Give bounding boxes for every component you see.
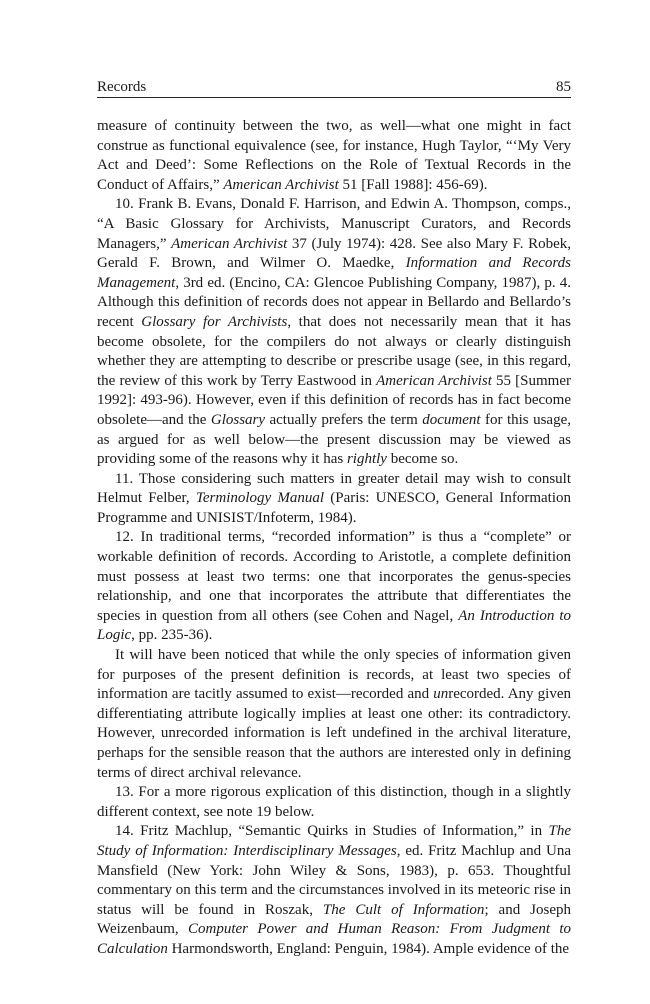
paragraph-text: actually prefers the term — [265, 411, 423, 428]
paragraph-text: Harmondsworth, England: Penguin, 1984). Ample evidence of the — [167, 940, 570, 957]
paragraph-text: ; and Joseph Weizenbaum, — [97, 901, 571, 938]
paragraph-text: , that does not necessarily mean that it has become obsolete, for the compilers do not always or clearly distinguish whether they are attempting to describe or prescribe usage (see, in this regard, the review of this work by Terry Eastwood in — [97, 313, 572, 389]
italic-text: un — [433, 686, 449, 703]
paragraph-text: 12. In traditional terms, “recorded information” is thus a “complete” or workable definition of records. According to Aristotle, a complete definition must possess at least two terms: one that incorporates the genus-species relationship, and one that incorporates the attribute that differentiates the species in question from all others (see Cohen and Nagel, — [97, 529, 571, 624]
paragraph-text: , 3rd ed. (Encino, CA: Glencoe Publishing Company, 1987), p. 4. Although this definition of records does not appear in Bellardo and Bellardo’s recent — [97, 274, 571, 330]
italic-text: Information and Records Management — [97, 255, 572, 291]
endnote-paragraph — [97, 470, 571, 529]
page-number: 85 — [556, 79, 571, 95]
endnote-paragraph — [97, 822, 571, 959]
italic-text: rightly — [346, 451, 387, 468]
endnote-paragraph — [97, 646, 571, 783]
italic-text: American Archivist — [171, 235, 288, 252]
endnote-paragraph — [97, 783, 571, 822]
paragraph-text: 14. Fritz Machlup, “Semantic Quirks in Studies of Information,” in — [115, 823, 549, 840]
paragraph-text: for this usage, as argued for as well below—the present discussion may be viewed as providing some of the reasons why it has — [97, 411, 571, 468]
paragraph-text: , pp. 235-36). — [131, 627, 213, 644]
running-head-title: Records — [97, 79, 147, 95]
running-head — [97, 78, 571, 98]
italic-text: Glossary for Archivists — [141, 313, 288, 330]
paragraph-text: recorded. Any given differentiating attribute logically implies at least one other: its contradictory. However, unrecorded information is left undefined in the archival literature, perhaps for the sensible reason that the authors are interested only in defining terms of direct archival relevance. — [97, 686, 571, 781]
paragraph-text: 13. For a more rigorous explication of this distinction, though in a slightly different context, see note 19 below. — [97, 784, 571, 820]
italic-text: Terminology Manual — [195, 490, 325, 507]
paragraph-text: 10. Frank B. Evans, Donald F. Harrison, and Edwin A. Thompson, comps., “A Basic Glossary for Archivists, Manuscript Curators, and Records Managers,” — [97, 196, 571, 252]
italic-text: Computer Power and Human Reason: From Judgment to Calculation — [97, 921, 571, 957]
italic-text: Glossary — [210, 411, 266, 428]
endnote-paragraph — [97, 117, 571, 195]
italic-text: The Study of Information: Interdisciplinary Messages — [97, 823, 571, 859]
italic-text: American Archivist — [223, 176, 339, 193]
italic-text: An Introduction to Logic — [97, 607, 571, 644]
paragraph-text: , ed. Fritz Machlup and Una Mansfield (New York: John Wiley & Sons, 1983), p. 653. Thoughtful commentary on this term and the circumstances involved in its meteoric rise in status will be found in Roszak, — [97, 842, 571, 918]
italic-text: The Cult of Information — [322, 901, 485, 918]
italic-text: American Archivist — [376, 372, 492, 389]
paragraph-text: (Paris: UNESCO, General Information Programme and UNISIST/Infoterm, 1984). — [97, 490, 571, 526]
paragraph-text: 55 [Summer 1992]: 493-96). However, even if this definition of records has in fact become obsolete—and the — [97, 372, 571, 428]
paragraph-text: 51 [Fall 1988]: 456-69). — [338, 176, 488, 193]
endnotes-body — [97, 117, 571, 960]
paragraph-text: It will have been noticed that while the only species of information given for purposes of the present definition is records, at least two species of information are tacitly assumed to exist—recorded and — [97, 647, 571, 703]
italic-text: document — [422, 411, 481, 428]
endnote-paragraph — [97, 195, 571, 469]
paragraph-text: 11. Those considering such matters in greater detail may wish to consult Helmut Felber, — [97, 470, 571, 507]
paragraph-text: measure of continuity between the two, as well—what one might in fact construe as functional equivalence (see, for instance, Hugh Taylor, “‘My Very Act and Deed’: Some Reflections on the Role of Textual Records in the Conduct of Affairs,” — [97, 118, 571, 193]
paragraph-text: become so. — [386, 451, 459, 468]
endnote-paragraph — [97, 528, 571, 646]
paragraph-text: 37 (July 1974): 428. See also Mary F. Robek, Gerald F. Brown, and Wilmer O. Maedke, — [97, 235, 571, 272]
